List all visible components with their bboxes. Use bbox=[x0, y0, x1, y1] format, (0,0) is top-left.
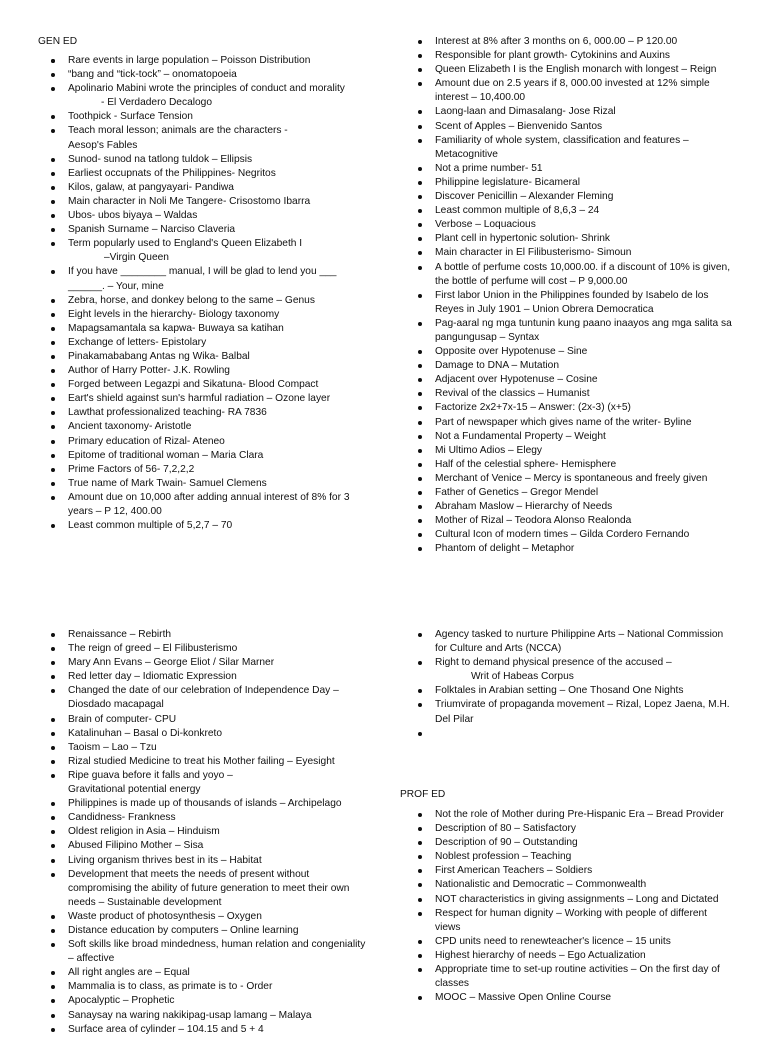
item-text: Teach moral lesson; animals are the characters - bbox=[68, 125, 288, 137]
list-item: Mary Ann Evans – George Eliot / Silar Marner bbox=[38, 656, 368, 670]
list-item: Kilos, galaw, at pangyayari- Pandiwa bbox=[38, 181, 368, 195]
list-item: Familiarity of whole system, classification and features – Metacognitive bbox=[405, 134, 735, 162]
gen-ed-column-3 bbox=[38, 628, 368, 1037]
list-item: Noblest profession – Teaching bbox=[405, 850, 735, 864]
list-item: Sanaysay na waring nakikipag-usap lamang – Malaya bbox=[38, 1009, 368, 1023]
list-item: Description of 80 – Satisfactory bbox=[405, 822, 735, 836]
list-item: Epitome of traditional woman – Maria Clara bbox=[38, 449, 368, 463]
list-item: Least common multiple of 8,6,3 – 24 bbox=[405, 204, 735, 218]
list-item: Verbose – Loquacious bbox=[405, 218, 735, 232]
item-subtext: –Virgin Queen bbox=[104, 252, 169, 264]
gen-ed-heading: GEN ED bbox=[38, 36, 78, 47]
list-item: Katalinuhan – Basal o Di-konkreto bbox=[38, 727, 368, 741]
list-item: Part of newspaper which gives name of the writer- Byline bbox=[405, 416, 735, 430]
list-item: Living organism thrives best in its – Habitat bbox=[38, 854, 368, 868]
list-item: Mother of Rizal – Teodora Alonso Realonda bbox=[405, 514, 735, 528]
list-item: Lawthat professionalized teaching- RA 7836 bbox=[38, 406, 368, 420]
list-item: Abraham Maslow – Hierarchy of Needs bbox=[405, 500, 735, 514]
list-item: CPD units need to renewteacher's licence – 15 units bbox=[405, 935, 735, 949]
list-item: Spanish Surname – Narciso Claveria bbox=[38, 223, 368, 237]
list-item: Discover Penicillin – Alexander Fleming bbox=[405, 190, 735, 204]
list-item: Half of the celestial sphere- Hemisphere bbox=[405, 458, 735, 472]
list-item: Zebra, horse, and donkey belong to the same – Genus bbox=[38, 294, 368, 308]
list-item: Sunod- sunod na tatlong tuldok – Ellipsis bbox=[38, 153, 368, 167]
list-item: Ancient taxonomy- Aristotle bbox=[38, 420, 368, 434]
list-item: Pag-aaral ng mga tuntunin kung paano inaayos ang mga salita sa pangungusap – Syntax bbox=[405, 317, 735, 345]
list-item: The reign of greed – El Filibusterismo bbox=[38, 642, 368, 656]
list-item: True name of Mark Twain- Samuel Clemens bbox=[38, 477, 368, 491]
prof-ed-heading: PROF ED bbox=[400, 789, 446, 800]
list-item: Oldest religion in Asia – Hinduism bbox=[38, 825, 368, 839]
list-item: Exchange of letters- Epistolary bbox=[38, 336, 368, 350]
list-item: Soft skills like broad mindedness, human relation and congeniality – affective bbox=[38, 938, 368, 966]
list-item: Candidness- Frankness bbox=[38, 811, 368, 825]
list-item: Surface area of cylinder – 104.15 and 5 + 4 bbox=[38, 1023, 368, 1037]
list-item: Not a Fundamental Property – Weight bbox=[405, 430, 735, 444]
list-item: Opposite over Hypotenuse – Sine bbox=[405, 345, 735, 359]
list-item: Father of Genetics – Gregor Mendel bbox=[405, 486, 735, 500]
list-item: Description of 90 – Outstanding bbox=[405, 836, 735, 850]
list-item: All right angles are – Equal bbox=[38, 966, 368, 980]
prof-ed-column bbox=[405, 808, 735, 1005]
list-item: Main character in Noli Me Tangere- Crisostomo Ibarra bbox=[38, 195, 368, 209]
list-item bbox=[38, 124, 368, 152]
item-subtext: Writ of Habeas Corpus bbox=[471, 671, 574, 683]
list-item: Not a prime number- 51 bbox=[405, 162, 735, 176]
list-item: Primary education of Rizal- Ateneo bbox=[38, 435, 368, 449]
list-item: Mapagsamantala sa kapwa- Buwaya sa katihan bbox=[38, 322, 368, 336]
list-item: “bang and “tick-tock” – onomatopoeia bbox=[38, 68, 368, 82]
list-item: Prime Factors of 56- 7,2,2,2 bbox=[38, 463, 368, 477]
list-item: Pinakamababang Antas ng Wika- Balbal bbox=[38, 350, 368, 364]
list-item: Interest at 8% after 3 months on 6, 000.00 – P 120.00 bbox=[405, 35, 735, 49]
list-item: Renaissance – Rebirth bbox=[38, 628, 368, 642]
list-item bbox=[38, 237, 368, 265]
list-item: Least common multiple of 5,2,7 – 70 bbox=[38, 519, 368, 533]
list-item: Respect for human dignity – Working with people of different views bbox=[405, 907, 735, 935]
list-item: Adjacent over Hypotenuse – Cosine bbox=[405, 373, 735, 387]
item-subtext: Aesop's Fables bbox=[68, 139, 138, 151]
list-item bbox=[405, 656, 735, 684]
list-item: Rare events in large population – Poisson Distribution bbox=[38, 54, 368, 68]
list-item: Appropriate time to set-up routine activities – On the first day of classes bbox=[405, 963, 735, 991]
list-item: Factorize 2x2+7x-15 – Answer: (2x-3) (x+5) bbox=[405, 401, 735, 415]
item-text: Right to demand physical presence of the accused – bbox=[435, 657, 672, 669]
list-item: First American Teachers – Soldiers bbox=[405, 864, 735, 878]
list-item: Forged between Legazpi and Sikatuna- Blood Compact bbox=[38, 378, 368, 392]
item-text: Apolinario Mabini wrote the principles of conduct and morality bbox=[68, 83, 345, 95]
list-item: Amount due on 10,000 after adding annual interest of 8% for 3 years – P 12, 400.00 bbox=[38, 491, 368, 519]
list-item: Queen Elizabeth I is the English monarch with longest – Reign bbox=[405, 63, 735, 77]
list-item: Abused Filipino Mother – Sisa bbox=[38, 839, 368, 853]
list-item: Plant cell in hypertonic solution- Shrink bbox=[405, 232, 735, 246]
list-item: Taoism – Lao – Tzu bbox=[38, 741, 368, 755]
list-item: Phantom of delight – Metaphor bbox=[405, 542, 735, 556]
list-item: Development that meets the needs of present without compromising the ability of future generation to meet their own needs – Sustainable development bbox=[38, 868, 368, 910]
list-item: Agency tasked to nurture Philippine Arts – National Commission for Culture and Arts (NCCA) bbox=[405, 628, 735, 656]
list-item: Not the role of Mother during Pre-Hispanic Era – Bread Provider bbox=[405, 808, 735, 822]
list-item: Eart's shield against sun's harmful radiation – Ozone layer bbox=[38, 392, 368, 406]
list-item: Philippine legislature- Bicameral bbox=[405, 176, 735, 190]
item-subtext: Gravitational potential energy bbox=[68, 784, 201, 796]
list-item: Philippines is made up of thousands of islands – Archipelago bbox=[38, 797, 368, 811]
list-item: Red letter day – Idiomatic Expression bbox=[38, 670, 368, 684]
list-item: First labor Union in the Philippines founded by Isabelo de los Reyes in July 1901 – Union Obrera Democratica bbox=[405, 289, 735, 317]
list-item: Mammalia is to class, as primate is to - Order bbox=[38, 980, 368, 994]
list-item: Rizal studied Medicine to treat his Mother failing – Eyesight bbox=[38, 755, 368, 769]
list-item bbox=[38, 82, 368, 110]
list-item: If you have ________ manual, I will be glad to lend you ___ ______. – Your, mine bbox=[38, 265, 368, 293]
list-item: Toothpick - Surface Tension bbox=[38, 110, 368, 124]
list-item: Triumvirate of propaganda movement – Rizal, Lopez Jaena, M.H. Del Pilar bbox=[405, 698, 735, 726]
list-item: Revival of the classics – Humanist bbox=[405, 387, 735, 401]
list-item: Amount due on 2.5 years if 8, 000.00 invested at 12% simple interest – 10,400.00 bbox=[405, 77, 735, 105]
gen-ed-column-2 bbox=[405, 35, 735, 556]
list-item: Highest hierarchy of needs – Ego Actualization bbox=[405, 949, 735, 963]
gen-ed-column-1 bbox=[38, 54, 368, 533]
list-item: A bottle of perfume costs 10,000.00. if a discount of 10% is given, the bottle of perfume will cost – P 9,000.00 bbox=[405, 261, 735, 289]
list-item: Merchant of Venice – Mercy is spontaneous and freely given bbox=[405, 472, 735, 486]
list-item: Waste product of photosynthesis – Oxygen bbox=[38, 910, 368, 924]
list-item bbox=[38, 769, 368, 797]
item-subtext: - El Verdadero Decalogo bbox=[101, 97, 212, 109]
item-text: Ripe guava before it falls and yoyo – bbox=[68, 769, 233, 781]
list-item: NOT characteristics in giving assignments – Long and Dictated bbox=[405, 893, 735, 907]
list-item: Scent of Apples – Bienvenido Santos bbox=[405, 120, 735, 134]
list-item: Author of Harry Potter- J.K. Rowling bbox=[38, 364, 368, 378]
list-item: Main character in El Filibusterismo- Simoun bbox=[405, 246, 735, 260]
list-item: Eight levels in the hierarchy- Biology taxonomy bbox=[38, 308, 368, 322]
list-item: Distance education by computers – Online learning bbox=[38, 924, 368, 938]
list-item: MOOC – Massive Open Online Course bbox=[405, 991, 735, 1005]
list-item: Changed the date of our celebration of Independence Day – Diosdado macapagal bbox=[38, 684, 368, 712]
list-item: Damage to DNA – Mutation bbox=[405, 359, 735, 373]
list-item: Folktales in Arabian setting – One Thosand One Nights bbox=[405, 684, 735, 698]
list-item: Cultural Icon of modern times – Gilda Cordero Fernando bbox=[405, 528, 735, 542]
list-item: Nationalistic and Democratic – Commonwealth bbox=[405, 878, 735, 892]
list-item: Brain of computer- CPU bbox=[38, 713, 368, 727]
list-item: Ubos- ubos biyaya – Waldas bbox=[38, 209, 368, 223]
list-item: Apocalyptic – Prophetic bbox=[38, 994, 368, 1008]
list-item: Responsible for plant growth- Cytokinins and Auxins bbox=[405, 49, 735, 63]
gen-ed-column-4 bbox=[405, 628, 735, 727]
item-text: Term popularly used to England's Queen Elizabeth I bbox=[68, 238, 303, 250]
list-item: Laong-laan and Dimasalang- Jose Rizal bbox=[405, 105, 735, 119]
list-item: Mi Ultimo Adios – Elegy bbox=[405, 444, 735, 458]
list-item: Earliest occupnats of the Philippines- Negritos bbox=[38, 167, 368, 181]
